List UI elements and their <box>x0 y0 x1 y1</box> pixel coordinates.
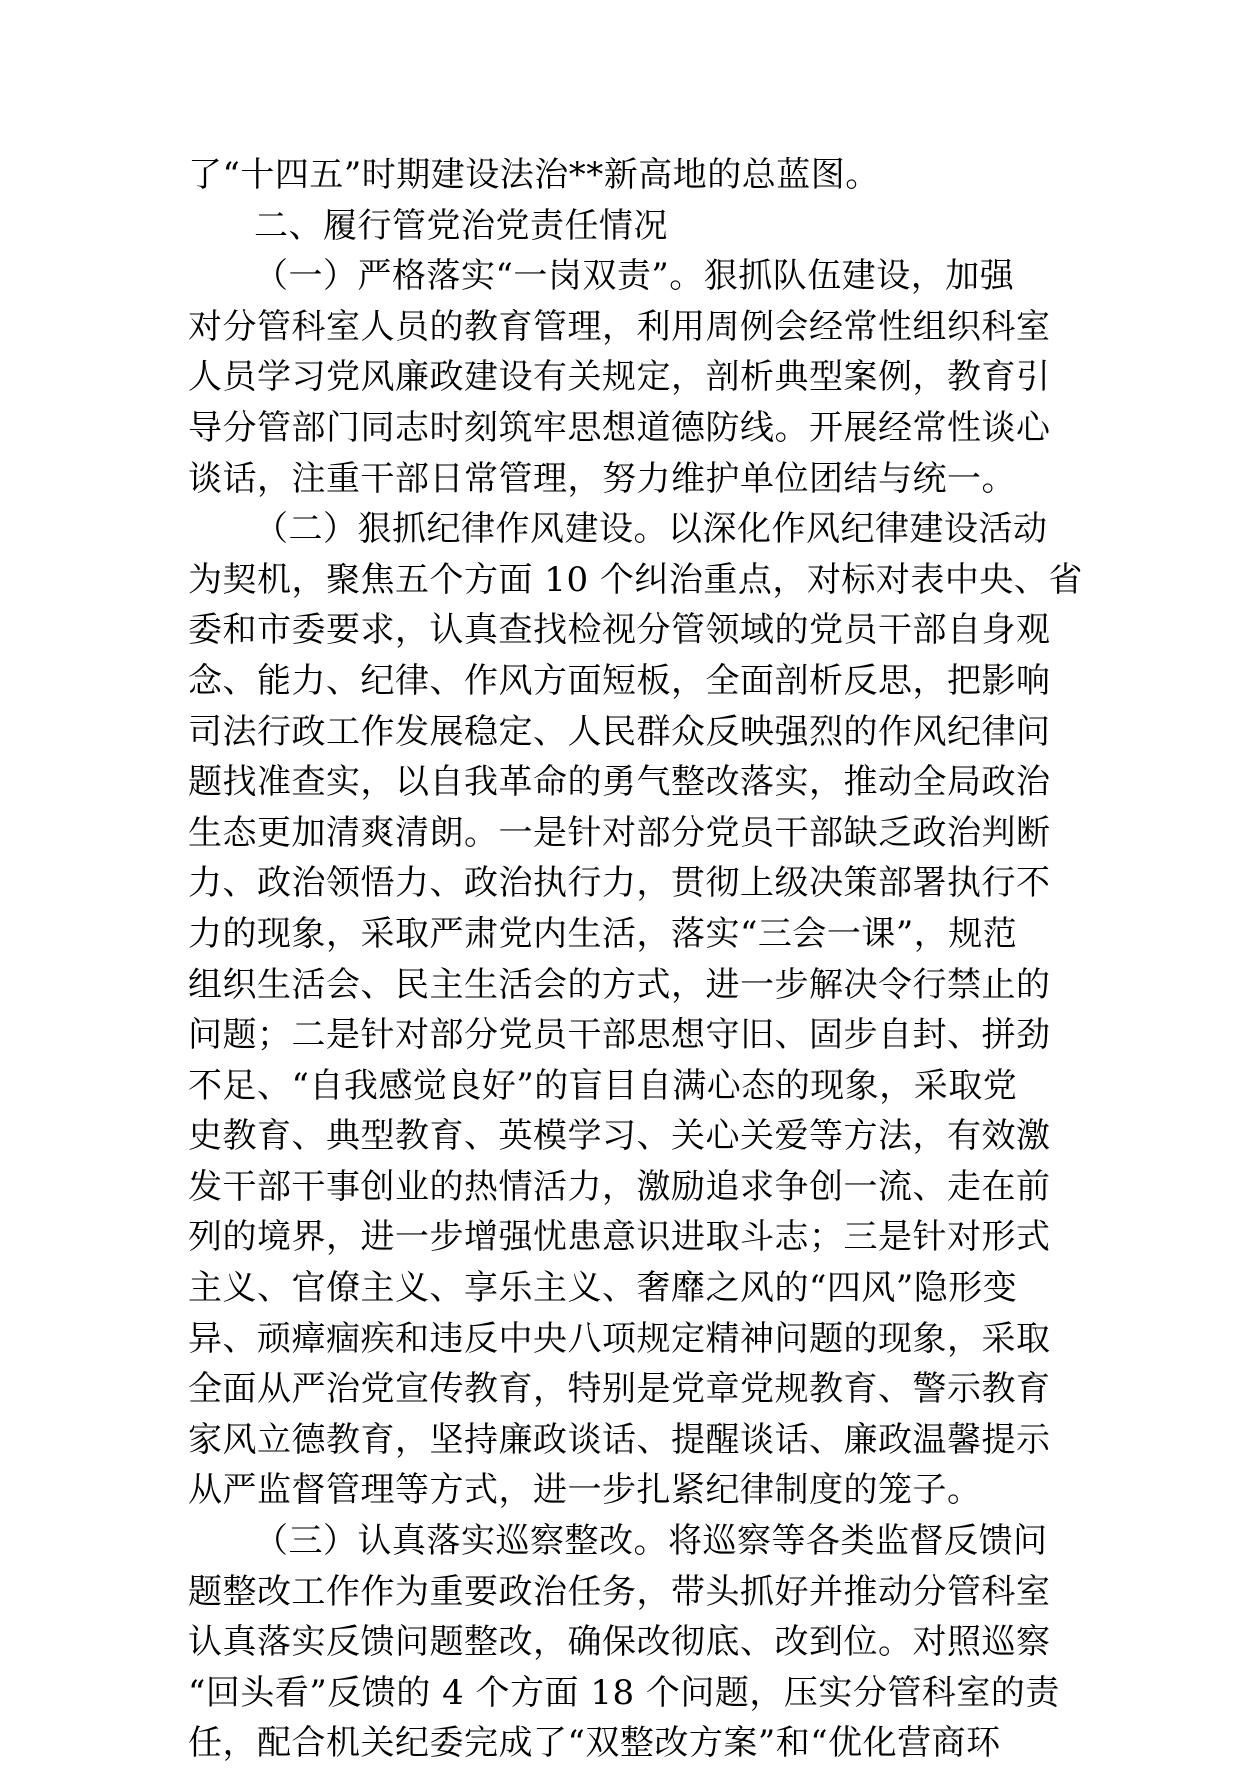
text-line: 题整改工作作为重要政治任务，带头抓好并推动分管科室 <box>188 1571 1051 1612</box>
text-line: 主义、官僚主义、享乐主义、奢靡之风的“四风”隐形变 <box>188 1268 1018 1309</box>
text-line: 力、政治领悟力、政治执行力，贯彻上级决策部署执行不 <box>188 863 1051 904</box>
text-line: 题找准查实，以自我革命的勇气整改落实，推动全局政治 <box>188 762 1051 803</box>
text-line: “回头看”反馈的 4 个方面 18 个问题，压实分管科室的责 <box>188 1672 1060 1713</box>
text-line: 念、能力、纪律、作风方面短板，全面剖析反思，把影响 <box>188 660 1051 701</box>
text-line: 司法行政工作发展稳定、人民群众反映强烈的作风纪律问 <box>188 711 1051 752</box>
text-line: 谈话，注重干部日常管理，努力维护单位团结与统一。 <box>188 458 1016 499</box>
text-line: 史教育、典型教育、英模学习、关心关爱等方法，有效激 <box>188 1116 1051 1157</box>
text-line: 了“十四五”时期建设法治**新高地的总蓝图。 <box>188 155 880 195</box>
text-line: 家风立德教育，坚持廉政谈话、提醒谈话、廉政温馨提示 <box>188 1419 1051 1460</box>
text-line: 对分管科室人员的教育管理，利用周例会经常性组织科室 <box>188 306 1051 347</box>
text-line: 人员学习党风廉政建设有关规定，剖析典型案例，教育引 <box>188 357 1051 398</box>
text-line: 任，配合机关纪委完成了“双整改方案”和“优化营商环 <box>188 1723 1001 1764</box>
text-line: 全面从严治党宣传教育，特别是党章党规教育、警示教育 <box>188 1369 1051 1410</box>
text-line: 导分管部门同志时刻筑牢思想道德防线。开展经常性谈心 <box>188 407 1051 448</box>
text-line: 认真落实反馈问题整改，确保改彻底、改到位。对照巡察 <box>188 1622 1051 1663</box>
text-line: 生态更加清爽清朗。一是针对部分党员干部缺乏政治判断 <box>188 812 1051 853</box>
paragraph-start: （二）狠抓纪律作风建设。以深化作风纪律建设活动 <box>254 509 1048 550</box>
paragraph-start: （三）认真落实巡察整改。将巡察等各类监督反馈问 <box>254 1521 1048 1562</box>
text-line: 列的境界，进一步增强忧患意识进取斗志；三是针对形式 <box>188 1217 1051 1258</box>
text-line: 力的现象，采取严肃党内生活，落实“三会一课”，规范 <box>188 913 1018 954</box>
paragraph-start: （一）严格落实“一岗双责”。狠抓队伍建设，加强 <box>254 256 1015 297</box>
text-line: 不足、“自我感觉良好”的盲目自满心态的现象，采取党 <box>188 1065 1018 1106</box>
text-line: 发干部干事创业的热情活力，激励追求争创一流、走在前 <box>188 1166 1051 1207</box>
text-line: 异、顽瘴痼疾和违反中央八项规定精神问题的现象，采取 <box>188 1318 1051 1359</box>
document-body <box>188 150 1083 1769</box>
text-line: 问题；二是针对部分党员干部思想守旧、固步自封、拼劲 <box>188 1015 1051 1056</box>
text-line: 从严监督管理等方式，进一步扎紧纪律制度的笼子。 <box>188 1470 982 1511</box>
text-line: 组织生活会、民主生活会的方式，进一步解决令行禁止的 <box>188 964 1051 1005</box>
section-heading: 二、履行管党治党责任情况 <box>254 205 668 246</box>
text-line: 为契机，聚焦五个方面 10 个纠治重点，对标对表中央、省 <box>188 559 1083 600</box>
text-line: 委和市委要求，认真查找检视分管领域的党员干部自身观 <box>188 610 1051 651</box>
